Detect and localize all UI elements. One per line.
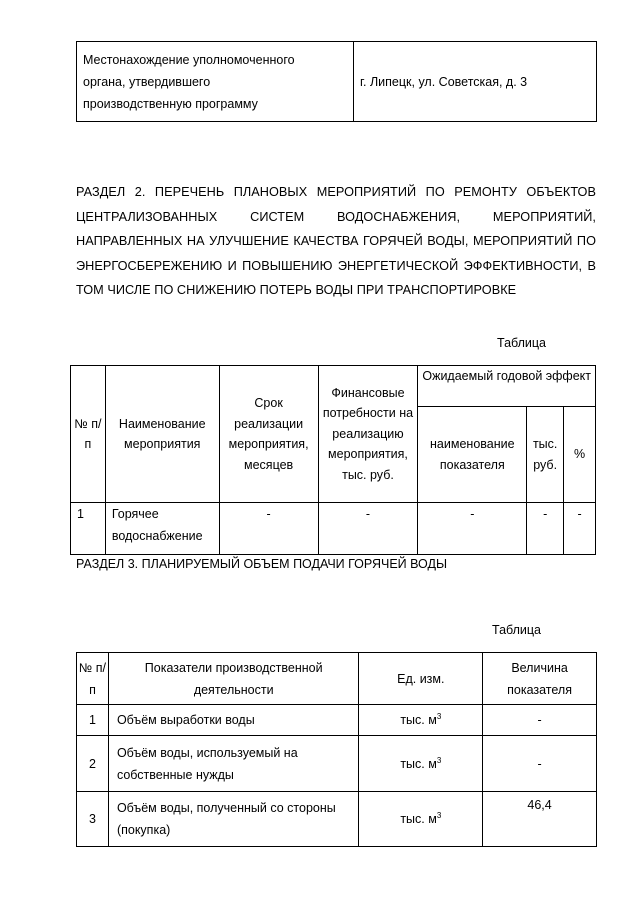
row-value: - (483, 705, 597, 736)
volume-table (76, 652, 597, 847)
row-num: 2 (77, 736, 109, 792)
header-num: № п/п (71, 366, 106, 503)
location-label-line: органа, утвердившего (83, 74, 211, 89)
section2-title: РАЗДЕЛ 2. ПЕРЕЧЕНЬ ПЛАНОВЫХ МЕРОПРИЯТИЙ ПО РЕМОНТУ ОБЪЕКТОВ ЦЕНТРАЛИЗОВАННЫХ СИСТЕМ ВОДОСНАБЖЕНИЯ, МЕРОПРИЯТИЙ, НАПРАВЛЕННЫХ НА УЛУЧШЕНИЕ КАЧЕСТВА ГОРЯЧЕЙ ВОДЫ, МЕРОПРИЯТИЙ ПО ЭНЕРГОСБЕРЕЖЕНИЮ И ПОВЫШЕНИЮ ЭНЕРГЕТИЧЕСКОЙ ЭФФЕКТИВНОСТИ, В ТОМ ЧИСЛЕ ПО СНИЖЕНИЮ ПОТЕРЬ ВОДЫ ПРИ ТРАНСПОРТИРОВКЕ (76, 185, 596, 298)
row-unit (359, 792, 483, 847)
section2-table-caption: Таблица (497, 336, 547, 350)
header-num: № п/п (77, 653, 109, 705)
table-row (77, 792, 597, 847)
row-num: 1 (77, 705, 109, 736)
location-table (76, 41, 597, 122)
location-label-line: производственную программу (83, 96, 258, 111)
table-row (77, 736, 597, 792)
unit-sup: 3 (436, 712, 442, 721)
row-num: 3 (77, 792, 109, 847)
header-term: Срок реализации мероприятия, месяцев (219, 366, 318, 503)
table-row (77, 705, 597, 736)
header-unit: Ед. изм. (359, 653, 483, 705)
header-measure-name: Наименование мероприятия (105, 366, 219, 503)
row-unit (359, 736, 483, 792)
header-value: Величина показателя (483, 653, 597, 705)
row-rub: - (527, 503, 564, 555)
location-label-line: Местонахождение уполномоченного (83, 52, 295, 67)
row-name: Горячее водоснабжение (105, 503, 219, 555)
header-rub: тыс. руб. (527, 407, 564, 503)
row-value: 46,4 (483, 792, 597, 847)
unit-text: тыс. м (400, 756, 437, 771)
unit-sup: 3 (436, 755, 442, 765)
header-indicator-name: Показатели производственной деятельности (108, 653, 359, 705)
row-name: Объём воды, полученный со стороны (покупка) (108, 792, 359, 847)
row-value: - (483, 736, 597, 792)
location-value: г. Липецк, ул. Советская, д. 3 (354, 42, 597, 122)
row-finance: - (318, 503, 418, 555)
row-name: Объём воды, используемый на собственные нужды (108, 736, 359, 792)
unit-text: тыс. м (400, 812, 437, 826)
row-indicator: - (418, 503, 527, 555)
location-label-cell (77, 42, 354, 122)
section3-title: РАЗДЕЛ 3. ПЛАНИРУЕМЫЙ ОБЪЕМ ПОДАЧИ ГОРЯЧЕЙ ВОДЫ (76, 557, 448, 571)
unit-text: тыс. м (400, 713, 437, 727)
row-unit (359, 705, 483, 736)
section3-table-caption: Таблица (492, 623, 542, 637)
measures-table (70, 365, 596, 555)
header-indicator: наименование показателя (418, 407, 527, 503)
table-row (71, 503, 596, 555)
row-percent: - (564, 503, 596, 555)
header-effect: Ожидаемый годовой эффект (418, 366, 596, 407)
unit-sup: 3 (436, 811, 442, 820)
row-term: - (219, 503, 318, 555)
header-percent: % (564, 407, 596, 503)
header-finance: Финансовые потребности на реализацию мероприятия, тыс. руб. (318, 366, 418, 503)
row-name: Объём выработки воды (108, 705, 359, 736)
row-num: 1 (71, 503, 106, 555)
